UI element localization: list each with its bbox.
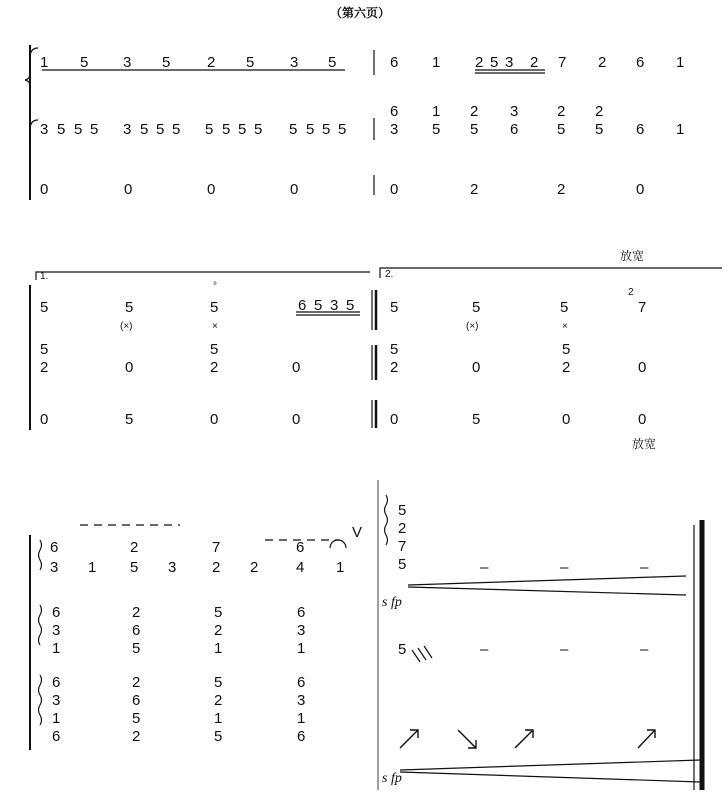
melody-a-note-0: 1 — [40, 54, 49, 71]
mid-b-bottom-note-7: 1 — [676, 121, 685, 138]
mid-b-top-note-0: 5 — [390, 341, 399, 358]
s3-top-lower-note-5: 2 — [250, 559, 259, 576]
cross-b: × — [562, 321, 568, 332]
s3-mid-c2-2: 5 — [132, 640, 141, 657]
mid-b-top-note-3: 3 — [510, 103, 519, 120]
s3-low-c2-3: 2 — [132, 728, 141, 745]
s3-low-c4-2: 1 — [297, 710, 306, 727]
bass2-a-note-3: 0 — [292, 411, 301, 428]
melody-a-note-5: 5 — [246, 54, 255, 71]
s3-mid-c4-2: 1 — [297, 640, 306, 657]
melody-b-note-3: 5 — [490, 54, 499, 71]
mid-b-top-note-2: 2 — [470, 103, 479, 120]
mid-b-top-note-0: 6 — [390, 103, 399, 120]
bass2-b-note-0: 0 — [390, 411, 399, 428]
bass-b-note-3: 0 — [636, 181, 645, 198]
top-a-run-note-2: 3 — [330, 297, 339, 314]
melody-b-note-1: 1 — [432, 54, 441, 71]
mid-a-top-note-1: 5 — [210, 341, 219, 358]
mid-b-top-note-1: 5 — [562, 341, 571, 358]
mid-b-top-note-1: 1 — [432, 103, 441, 120]
s3-low-c1-0: 6 — [52, 674, 61, 691]
bass2-b-note-3: 0 — [638, 411, 647, 428]
bass2-a-note-1: 5 — [125, 411, 134, 428]
mid-b-bottom-note-1: 0 — [472, 359, 481, 376]
s3-low-c1-1: 3 — [52, 692, 61, 709]
s3-mid-c2-1: 6 — [132, 622, 141, 639]
s3-top-upper-note-2: 7 — [212, 539, 221, 556]
bass2-b-note-1: 5 — [472, 411, 481, 428]
mid-b-bottom-note-4: 5 — [557, 121, 566, 138]
mid-b-top-note-4: 2 — [557, 103, 566, 120]
bass-b-note-2: 2 — [557, 181, 566, 198]
top-a-note-2: 5 — [210, 299, 219, 316]
dash-2: – — [560, 559, 569, 576]
s3-low-c3-0: 5 — [214, 674, 223, 691]
s3-low-c4-0: 6 — [297, 674, 306, 691]
mid-b-bottom-note-0: 3 — [390, 121, 399, 138]
mid-a-note-15: 5 — [338, 121, 347, 138]
s3-top-lower-note-1: 1 — [88, 559, 97, 576]
top-a-note-1: 5 — [125, 299, 134, 316]
s3-mid-c2-0: 2 — [132, 604, 141, 621]
top-b-note-0: 5 — [390, 299, 399, 316]
single-note: 5 — [398, 641, 407, 658]
melody-b-note-5: 2 — [530, 54, 539, 71]
top-b-note-2: 5 — [560, 299, 569, 316]
mid-a-note-7: 5 — [172, 121, 181, 138]
bass-b-note-0: 0 — [390, 181, 399, 198]
mid-a-bottom-note-1: 0 — [125, 359, 134, 376]
s3-low-c2-2: 5 — [132, 710, 141, 727]
mid-b-bottom-note-3: 6 — [510, 121, 519, 138]
mid-a-note-11: 5 — [254, 121, 263, 138]
mid-a-note-12: 5 — [289, 121, 298, 138]
melody-a-note-1: 5 — [80, 54, 89, 71]
s3-top-upper-note-1: 2 — [130, 539, 139, 556]
mid-a-note-6: 5 — [156, 121, 165, 138]
cross-paren-a: (×) — [120, 321, 133, 332]
dash-6: – — [640, 641, 649, 658]
bass2-b-note-2: 0 — [562, 411, 571, 428]
s3-top-lower-note-6: 4 — [296, 559, 305, 576]
melody-b-note-8: 6 — [636, 54, 645, 71]
s3-chord-1: 2 — [398, 520, 407, 537]
melody-b-note-0: 6 — [390, 54, 399, 71]
melody-b-note-6: 7 — [558, 54, 567, 71]
s3-top-lower-note-3: 3 — [168, 559, 177, 576]
bass-a-note-1: 0 — [124, 181, 133, 198]
s3-low-c1-2: 1 — [52, 710, 61, 727]
melody-b-note-2: 2 — [475, 54, 484, 71]
circle-mark: ° — [213, 281, 217, 292]
cross-a: × — [212, 321, 218, 332]
mid-a-note-10: 5 — [238, 121, 247, 138]
mid-a-top-note-0: 5 — [40, 341, 49, 358]
s3-mid-c4-0: 6 — [297, 604, 306, 621]
s3-top-lower-note-7: 1 — [336, 559, 345, 576]
s3-mid-c1-1: 3 — [52, 622, 61, 639]
s3-top-lower-note-2: 5 — [130, 559, 139, 576]
mid-b-bottom-note-3: 0 — [638, 359, 647, 376]
mid-a-note-14: 5 — [322, 121, 331, 138]
mid-b-bottom-note-2: 2 — [562, 359, 571, 376]
s3-low-c3-2: 1 — [214, 710, 223, 727]
top-a-run-note-1: 5 — [314, 297, 323, 314]
s3-mid-c4-1: 3 — [297, 622, 306, 639]
mid-a-note-1: 5 — [57, 121, 66, 138]
s3-top-lower-note-4: 2 — [212, 559, 221, 576]
top-a-run-note-0: 6 — [298, 297, 307, 314]
volta-1: 1. — [40, 271, 49, 282]
mid-a-note-5: 5 — [140, 121, 149, 138]
cross-paren-b: (×) — [466, 321, 479, 332]
mid-b-bottom-note-0: 2 — [390, 359, 399, 376]
dynamic-2: s fp — [382, 771, 402, 786]
tempo-mark: 放宽 — [620, 249, 645, 263]
s3-top-lower-note-0: 3 — [50, 559, 59, 576]
bass-a-note-0: 0 — [40, 181, 49, 198]
melody-a-note-7: 5 — [328, 54, 337, 71]
mid-a-note-0: 3 — [40, 121, 49, 138]
mid-b-bottom-note-6: 6 — [636, 121, 645, 138]
mid-b-bottom-note-5: 5 — [595, 121, 604, 138]
s3-mid-c3-2: 1 — [214, 640, 223, 657]
mid-a-note-9: 5 — [222, 121, 231, 138]
mid-a-note-3: 5 — [90, 121, 99, 138]
s3-top-upper-note-0: 6 — [50, 539, 59, 556]
bass2-a-note-2: 0 — [210, 411, 219, 428]
s3-low-c3-3: 5 — [214, 728, 223, 745]
bass2-a-note-0: 0 — [40, 411, 49, 428]
s3-mid-c3-0: 5 — [214, 604, 223, 621]
dash-5: – — [560, 641, 569, 658]
melody-b-note-4: 3 — [505, 54, 514, 71]
s3-low-c4-1: 3 — [297, 692, 306, 709]
s3-low-c2-1: 6 — [132, 692, 141, 709]
mid-a-bottom-note-0: 2 — [40, 359, 49, 376]
melody-a-note-2: 3 — [123, 54, 132, 71]
top-b-note-3: 7 — [638, 299, 647, 316]
s3-low-c3-1: 2 — [214, 692, 223, 709]
bass-a-note-3: 0 — [290, 181, 299, 198]
tempo-mark-lower: 放宽 — [632, 437, 657, 451]
melody-a-note-3: 5 — [162, 54, 171, 71]
s3-low-c1-3: 6 — [52, 728, 61, 745]
mid-b-bottom-note-2: 5 — [470, 121, 479, 138]
mid-b-top-note-5: 2 — [595, 103, 604, 120]
s3-mid-c3-1: 2 — [214, 622, 223, 639]
mid-a-note-13: 5 — [306, 121, 315, 138]
s3-chord-3: 5 — [398, 556, 407, 573]
grace-note: 2 — [628, 287, 634, 298]
s3-low-c4-3: 6 — [297, 728, 306, 745]
mid-a-note-2: 5 — [74, 121, 83, 138]
dash-1: – — [480, 559, 489, 576]
melody-b-note-9: 1 — [676, 54, 685, 71]
s3-chord-0: 5 — [398, 502, 407, 519]
top-a-run-note-3: 5 — [346, 297, 355, 314]
mid-b-bottom-note-1: 5 — [432, 121, 441, 138]
mid-a-bottom-note-2: 2 — [210, 359, 219, 376]
melody-a-note-4: 2 — [207, 54, 216, 71]
dash-3: – — [640, 559, 649, 576]
s3-chord-2: 7 — [398, 538, 407, 555]
top-a-note-0: 5 — [40, 299, 49, 316]
breath-mark: V — [352, 524, 363, 541]
s3-mid-c1-2: 1 — [52, 640, 61, 657]
top-b-note-1: 5 — [472, 299, 481, 316]
mid-a-bottom-note-3: 0 — [292, 359, 301, 376]
mid-a-note-4: 3 — [123, 121, 132, 138]
page-label: （第六页） — [330, 6, 391, 20]
bass-b-note-1: 2 — [470, 181, 479, 198]
volta-2: 2. — [385, 269, 394, 280]
mid-a-note-8: 5 — [205, 121, 214, 138]
melody-b-note-7: 2 — [598, 54, 607, 71]
dash-4: – — [480, 641, 489, 658]
dynamic-1: s fp — [382, 595, 402, 610]
s3-low-c2-0: 2 — [132, 674, 141, 691]
melody-a-note-6: 3 — [290, 54, 299, 71]
s3-top-upper-note-3: 6 — [296, 539, 305, 556]
bass-a-note-2: 0 — [207, 181, 216, 198]
s3-mid-c1-0: 6 — [52, 604, 61, 621]
